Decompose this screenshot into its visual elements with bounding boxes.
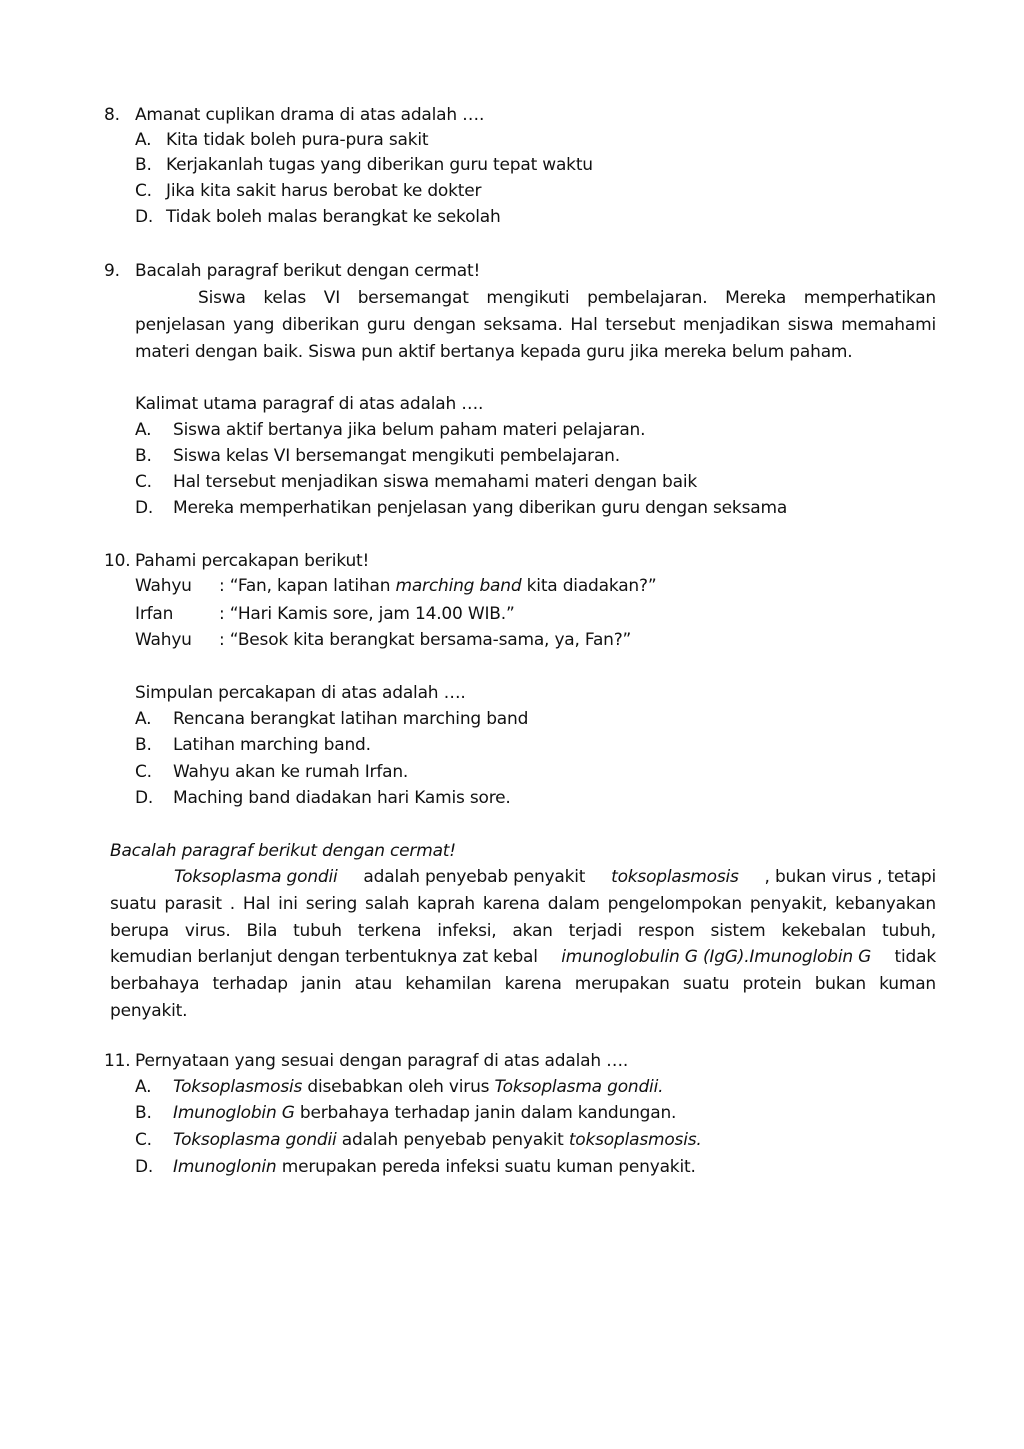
- option-label: A.: [135, 1077, 152, 1097]
- passage-italic: imunoglobulin G (IgG).Imunoglobin G: [561, 947, 872, 967]
- q8-option-a: [135, 128, 428, 152]
- passage-line-5: berbahaya terhadap janin atau kehamilan karena merupakan suatu protein bukan kuman: [110, 974, 936, 994]
- option-text: Latihan marching band.: [173, 735, 371, 755]
- q10-option-a: [135, 707, 528, 731]
- passage-italic: Toksoplasma gondii: [174, 867, 338, 887]
- dialog-italic: marching band: [395, 576, 522, 596]
- q8-option-d: [135, 205, 501, 229]
- passage-instruction: Bacalah paragraf berikut dengan cermat!: [110, 841, 456, 861]
- q10-dialog-line-2: [135, 602, 515, 626]
- option-text: disebabkan oleh virus: [302, 1077, 495, 1097]
- q8-number: 8.: [104, 105, 120, 125]
- q8-option-c: [135, 179, 481, 203]
- passage-text: kemudian berlanjut dengan terbentuknya zat kebal: [110, 947, 538, 967]
- option-label: D.: [135, 788, 154, 808]
- q9-number: 9.: [104, 261, 120, 281]
- option-label: C.: [135, 1130, 152, 1150]
- option-italic: Toksoplasma gondii: [173, 1130, 337, 1150]
- option-label: B.: [135, 735, 152, 755]
- option-label: D.: [135, 498, 154, 518]
- q9-question: Kalimat utama paragraf di atas adalah ….: [135, 394, 484, 414]
- option-label: C.: [135, 762, 152, 782]
- passage-text: adalah penyebab penyakit: [363, 867, 586, 887]
- option-label: C.: [135, 181, 152, 201]
- speaker-name: Irfan: [135, 604, 174, 624]
- dialog-text: : “Fan, kapan latihan: [219, 576, 396, 596]
- q9-option-a: [135, 418, 645, 442]
- option-italic: toksoplasmosis.: [568, 1130, 702, 1150]
- q9-stem: [104, 259, 480, 283]
- q9-option-b: [135, 444, 620, 468]
- passage-line-2: suatu parasit . Hal ini sering salah kaprah karena dalam pengelompokan penyakit, kebanyakan: [110, 894, 936, 914]
- dialog-text: kita diadakan?”: [521, 576, 657, 596]
- passage-line-1: [174, 865, 936, 889]
- option-text: Kita tidak boleh pura-pura sakit: [166, 130, 429, 150]
- q11-option-c: [135, 1128, 702, 1152]
- option-label: D.: [135, 207, 154, 227]
- q10-option-b: [135, 733, 371, 757]
- option-label: C.: [135, 472, 152, 492]
- option-italic: Toksoplasma gondii.: [494, 1077, 664, 1097]
- option-text: berbahaya terhadap janin dalam kandungan.: [294, 1103, 677, 1123]
- option-text: Wahyu akan ke rumah Irfan.: [173, 762, 409, 782]
- q8-option-b: [135, 153, 593, 177]
- q9-paragraph-line-3: materi dengan baik. Siswa pun aktif bertanya kepada guru jika mereka belum paham.: [135, 342, 853, 362]
- option-text: Jika kita sakit harus berobat ke dokter: [166, 181, 482, 201]
- option-label: B.: [135, 155, 152, 175]
- q10-option-d: [135, 786, 511, 810]
- option-text: Mereka memperhatikan penjelasan yang diberikan guru dengan seksama: [173, 498, 788, 518]
- option-text: Siswa kelas VI bersemangat mengikuti pembelajaran.: [173, 446, 620, 466]
- q10-number: 10.: [104, 551, 131, 571]
- q11-stem-text: Pernyataan yang sesuai dengan paragraf di atas adalah ….: [135, 1051, 629, 1071]
- option-label: A.: [135, 420, 152, 440]
- passage-text: tidak: [894, 947, 936, 967]
- option-text: Maching band diadakan hari Kamis sore.: [173, 788, 511, 808]
- passage-line-6: penyakit.: [110, 1001, 188, 1021]
- q8-stem-text: Amanat cuplikan drama di atas adalah ….: [135, 105, 485, 125]
- option-text: adalah penyebab penyakit: [336, 1130, 569, 1150]
- passage-italic: toksoplasmosis: [611, 867, 739, 887]
- option-text: Tidak boleh malas berangkat ke sekolah: [166, 207, 501, 227]
- option-text: Kerjakanlah tugas yang diberikan guru tepat waktu: [166, 155, 593, 175]
- option-text: merupakan pereda infeksi suatu kuman penyakit.: [276, 1157, 696, 1177]
- option-label: A.: [135, 709, 152, 729]
- dialog-text: : “Hari Kamis sore, jam 14.00 WIB.”: [219, 604, 515, 624]
- q10-option-c: [135, 760, 408, 784]
- q9-stem-text: Bacalah paragraf berikut dengan cermat!: [135, 261, 481, 281]
- q9-option-d: [135, 496, 787, 520]
- q10-dialog-line-1: [135, 574, 656, 598]
- q11-option-d: [135, 1155, 696, 1179]
- speaker-name: Wahyu: [135, 576, 192, 596]
- dialog-text: : “Besok kita berangkat bersama-sama, ya, Fan?”: [219, 630, 632, 650]
- option-label: B.: [135, 1103, 152, 1123]
- option-label: A.: [135, 130, 152, 150]
- q10-question: Simpulan percakapan di atas adalah ….: [135, 683, 466, 703]
- q9-option-c: [135, 470, 697, 494]
- option-text: Rencana berangkat latihan marching band: [173, 709, 529, 729]
- q10-dialog-line-3: [135, 628, 631, 652]
- option-label: D.: [135, 1157, 154, 1177]
- option-italic: Imunoglobin G: [173, 1103, 295, 1123]
- passage-line-3: berupa virus. Bila tubuh terkena infeksi, akan terjadi respon sistem kekebalan tubuh,: [110, 921, 936, 941]
- option-text: Hal tersebut menjadikan siswa memahami materi dengan baik: [173, 472, 698, 492]
- q8-stem: [104, 103, 484, 127]
- option-text: Siswa aktif bertanya jika belum paham materi pelajaran.: [173, 420, 646, 440]
- q9-paragraph-line-1: Siswa kelas VI bersemangat mengikuti pembelajaran. Mereka memperhatikan: [198, 288, 936, 308]
- q11-option-b: [135, 1101, 676, 1125]
- option-italic: Imunoglonin: [173, 1157, 277, 1177]
- option-italic: Toksoplasmosis: [173, 1077, 303, 1097]
- q10-stem: [104, 549, 369, 573]
- q11-number: 11.: [104, 1051, 131, 1071]
- passage-text: , bukan virus , tetapi: [764, 867, 936, 887]
- passage-line-4: [110, 945, 936, 969]
- q9-paragraph-line-2: penjelasan yang diberikan guru dengan seksama. Hal tersebut menjadikan siswa memahami: [135, 315, 936, 335]
- q11-option-a: [135, 1075, 663, 1099]
- speaker-name: Wahyu: [135, 630, 192, 650]
- q11-stem: [104, 1049, 628, 1073]
- option-label: B.: [135, 446, 152, 466]
- q10-stem-text: Pahami percakapan berikut!: [135, 551, 370, 571]
